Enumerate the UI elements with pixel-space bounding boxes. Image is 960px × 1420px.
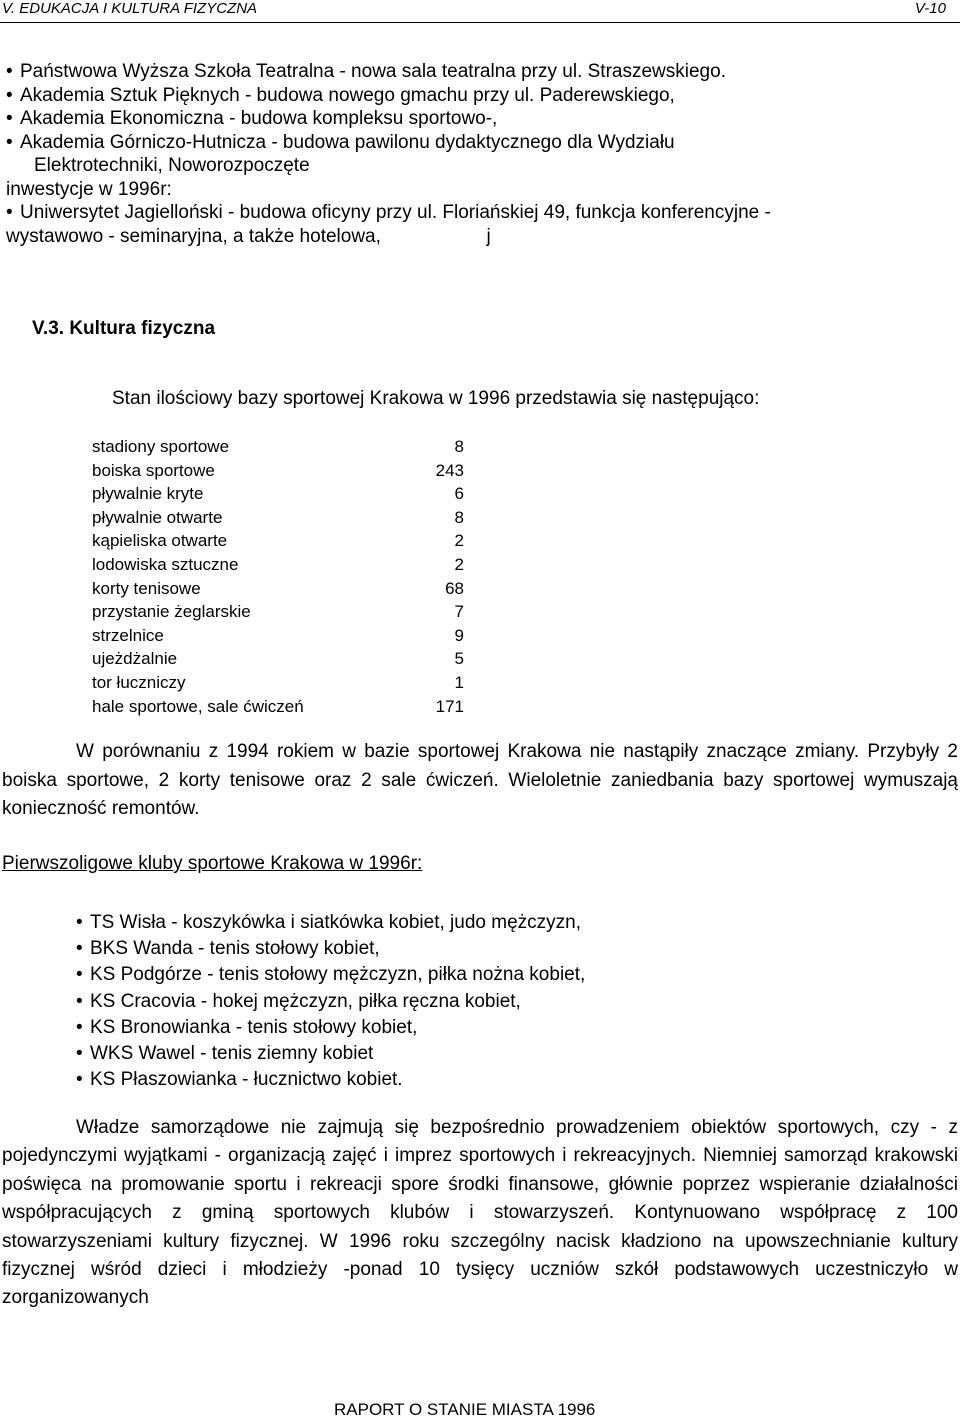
bullet-icon: • bbox=[76, 990, 83, 1012]
bullet-icon: • bbox=[6, 61, 13, 82]
stat-value: 2 bbox=[454, 531, 464, 551]
bullet-icon: • bbox=[6, 84, 13, 106]
header-page-number: V-10 bbox=[914, 0, 946, 17]
table-row bbox=[92, 577, 492, 601]
stat-name: boiska sportowe bbox=[92, 460, 215, 480]
stat-name: korty tenisowe bbox=[92, 578, 201, 598]
stat-name: strzelnice bbox=[92, 625, 164, 645]
club-text: KS Podgórze - tenis stołowy mężczyzn, piłka nożna kobiet, bbox=[90, 964, 586, 986]
table-row bbox=[92, 695, 492, 719]
club-text: WKS Wawel - tenis ziemny kobiet bbox=[90, 1042, 374, 1064]
list-item bbox=[76, 910, 585, 936]
stat-value: 8 bbox=[454, 507, 464, 527]
table-row bbox=[92, 459, 492, 483]
stat-name: przystanie żeglarskie bbox=[92, 602, 251, 622]
stat-value: 5 bbox=[454, 649, 464, 669]
list-item: • Akademia Sztuk Pięknych - budowa nowego gmachu przy ul. Paderewskiego, bbox=[6, 84, 675, 106]
list-item bbox=[76, 1041, 585, 1067]
table-row bbox=[92, 671, 492, 695]
stat-value: 68 bbox=[445, 578, 464, 598]
list-item bbox=[76, 962, 585, 988]
stat-value: 1 bbox=[454, 672, 464, 692]
stat-name: pływalnie otwarte bbox=[92, 507, 223, 527]
table-row bbox=[92, 553, 492, 577]
stat-name: lodowiska sztuczne bbox=[92, 554, 239, 574]
bullet-icon: • bbox=[76, 1069, 83, 1091]
club-text: TS Wisła - koszykówka i siatkówka kobiet, judo mężczyzn, bbox=[90, 912, 581, 933]
table-row bbox=[92, 435, 492, 459]
list-item: • Akademia Ekonomiczna - budowa kompleksu sportowo-, bbox=[6, 108, 498, 129]
bullet-icon: • bbox=[76, 964, 83, 986]
stats-intro: Stan ilościowy bazy sportowej Krakowa w 1996 przedstawia się następująco: bbox=[112, 388, 760, 409]
list-item bbox=[76, 936, 585, 962]
table-row bbox=[92, 529, 492, 553]
header-section-title: V. EDUKACJA I KULTURA FIZYCZNA bbox=[2, 0, 258, 17]
table-row bbox=[92, 600, 492, 624]
bullet-icon: • bbox=[6, 108, 13, 129]
stat-name: ujeżdżalnie bbox=[92, 649, 178, 669]
paragraph-comparison: W porównaniu z 1994 rokiem w bazie sportowej Krakowa nie nastąpiły znaczące zmiany. Przybyły 2 boiska sportowe, 2 korty tenisowe oraz 2 sale ćwiczeń. Wieloletnie zaniedbania bazy sportowej wymuszają konieczność remontów. bbox=[2, 741, 958, 819]
list-item bbox=[76, 1015, 585, 1041]
bullet-icon: • bbox=[76, 938, 83, 960]
table-row bbox=[92, 482, 492, 506]
list-item: • Państwowa Wyższa Szkoła Teatralna - nowa sala teatralna przy ul. Straszewskiego. bbox=[6, 61, 726, 82]
stat-value: 6 bbox=[454, 484, 464, 504]
paragraph-local-government: Władze samorządowe nie zajmują się bezpośrednio prowadzeniem obiektów sportowych, czy - z pojedynczymi wyjątkami - organizacją zajęć i imprez sportowych i rekreacyjnych. Niemniej samorząd krakowski poświęca na promowanie sportu i rekreacji spore środki finansowe, głównie poprzez wspieranie działalności współpracujących z gminą sportowych klubów i stowarzyszeń. Kontynuowano współpracę z 100 stowarzyszeniami kultury fizycznej. W 1996 roku szczególny nacisk kładziono na upowszechnianie kultury fizycznej wśród dzieci i młodzieży -ponad 10 tysięcy uczniów szkół podstawowych uczestniczyło w zorganizowanych bbox=[2, 1117, 958, 1309]
list-item: • Uniwersytet Jagielloński - budowa oficyny przy ul. Floriańskiej 49, funkcja konferencyjne - bbox=[6, 202, 771, 223]
clubs-heading: Pierwszoligowe kluby sportowe Krakowa w 1996r: bbox=[2, 853, 423, 874]
stat-name: pływalnie kryte bbox=[92, 484, 204, 504]
stat-value: 9 bbox=[454, 625, 464, 645]
list-subheading: inwestycje w 1996r: bbox=[6, 178, 172, 200]
table-row bbox=[92, 506, 492, 530]
club-text: KS Cracovia - hokej mężczyzn, piłka ręczna kobiet, bbox=[90, 990, 521, 1012]
stat-value: 243 bbox=[435, 460, 464, 480]
clubs-list bbox=[76, 910, 585, 1093]
list-item-continuation: wystawowo - seminaryjna, a także hotelowa, j bbox=[6, 225, 491, 247]
bullet-icon: • bbox=[6, 131, 13, 153]
investment-list bbox=[6, 60, 956, 248]
table-row bbox=[92, 647, 492, 671]
bullet-icon: • bbox=[6, 202, 13, 223]
stats-table bbox=[92, 435, 492, 718]
club-text: KS Bronowianka - tenis stołowy kobiet, bbox=[90, 1016, 418, 1038]
table-row bbox=[92, 624, 492, 648]
page-footer: RAPORT O STANIE MIASTA 1996 bbox=[334, 1400, 596, 1419]
stat-name: kąpieliska otwarte bbox=[92, 531, 228, 551]
stat-value: 8 bbox=[454, 437, 464, 456]
stat-name: tor łuczniczy bbox=[92, 672, 186, 692]
stat-name: hale sportowe, sale ćwiczeń bbox=[92, 696, 304, 716]
stat-value: 2 bbox=[454, 554, 464, 574]
section-heading: V.3. Kultura fizyczna bbox=[32, 318, 216, 339]
list-item-continuation: Elektrotechniki, Noworozpoczęte bbox=[34, 155, 310, 176]
list-item bbox=[76, 1067, 585, 1093]
list-item bbox=[76, 989, 585, 1015]
stat-name: stadiony sportowe bbox=[92, 437, 230, 456]
bullet-icon: • bbox=[76, 1016, 83, 1038]
stat-value: 7 bbox=[454, 602, 464, 622]
page-header bbox=[0, 0, 960, 23]
stat-value: 171 bbox=[435, 696, 464, 716]
club-text: BKS Wanda - tenis stołowy kobiet, bbox=[90, 938, 380, 960]
list-item: • Akademia Górniczo-Hutnicza - budowa pawilonu dydaktycznego dla Wydziału bbox=[6, 131, 675, 153]
bullet-icon: • bbox=[76, 1042, 83, 1064]
bullet-icon: • bbox=[76, 912, 83, 933]
club-text: KS Płaszowianka - łucznictwo kobiet. bbox=[90, 1069, 403, 1091]
